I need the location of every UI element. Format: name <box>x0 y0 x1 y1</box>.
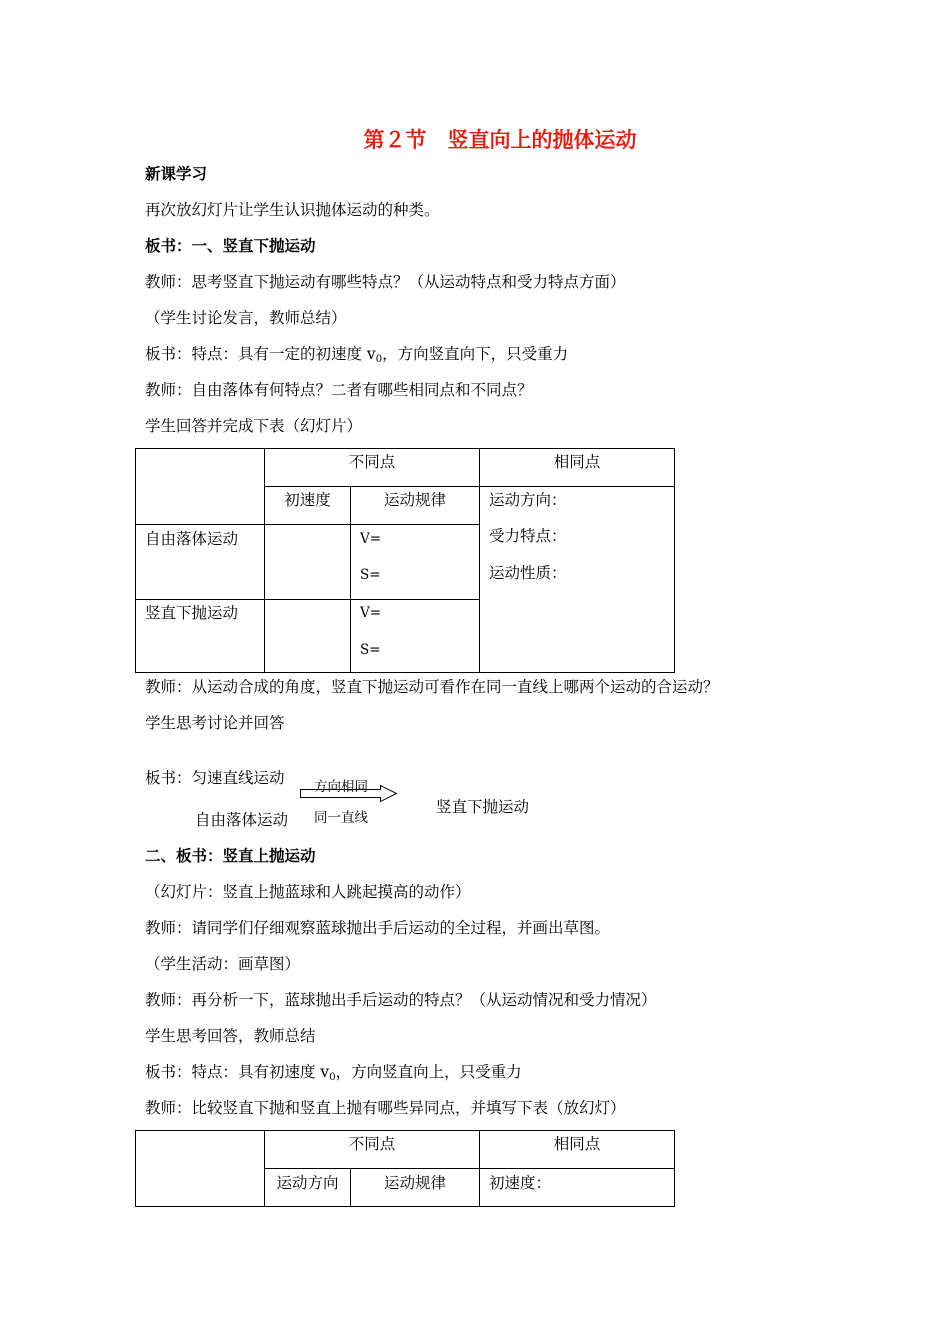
subscript: 0 <box>375 354 383 365</box>
table1-row-label: 自由落体运动 <box>145 530 239 548</box>
paragraph: 学生回答并完成下表（幻灯片） <box>145 417 363 435</box>
table1-row2-s: S= <box>360 642 381 658</box>
paragraph: 教师：思考竖直下抛运动有哪些特点？（从运动特点和受力特点方面） <box>145 273 626 291</box>
table1-row1-v: V= <box>360 531 382 547</box>
paragraph: 教师：从运动合成的角度，竖直下抛运动可看作在同一直线上哪两个运动的合运动？ <box>145 678 719 696</box>
text-segment: ，方向竖直向上，只受重力 <box>335 1063 522 1081</box>
text-segment: 板书：特点：具有初速度 v <box>145 1063 330 1081</box>
table1-header-diff: 不同点 <box>348 453 396 471</box>
table1-row2-v: V= <box>360 605 382 621</box>
paragraph: 教师：比较竖直下抛和竖直上抛有哪些异同点，并填写下表（放幻灯） <box>145 1099 626 1117</box>
table1-same-item: 受力特点： <box>489 527 567 545</box>
table2-same-item: 初速度： <box>489 1174 552 1192</box>
arrow-label-bottom: 同一直线 <box>314 810 368 826</box>
page-title: 第２节 竖直向上的抛体运动 <box>363 128 637 152</box>
table2-header-direction: 运动方向 <box>276 1174 339 1192</box>
table1-header-same: 相同点 <box>553 453 601 471</box>
paragraph: （幻灯片：竖直上抛蓝球和人跳起摸高的动作） <box>145 883 471 901</box>
table1-header-law: 运动规律 <box>383 491 446 509</box>
subscript: 0 <box>329 1072 336 1083</box>
section-heading-downward-throw: 板书：一、竖直下抛运动 <box>145 237 316 255</box>
text-segment: ，方向竖直向下，只受重力 <box>382 345 569 363</box>
section-heading-new-lesson: 新课学习 <box>145 165 208 183</box>
table2-header-law: 运动规律 <box>383 1174 446 1192</box>
paragraph: （学生讨论发言，教师总结） <box>145 309 347 327</box>
table1-same-item: 运动方向： <box>489 491 567 509</box>
paragraph: 教师：自由落体有何特点？二者有哪些相同点和不同点？ <box>145 381 533 399</box>
paragraph: 教师：再分析一下，蓝球抛出手后运动的特点？（从运动情况和受力情况） <box>145 991 657 1009</box>
table2-header-diff: 不同点 <box>348 1135 396 1153</box>
section-heading-upward-throw: 二、板书：竖直上抛运动 <box>145 847 316 865</box>
diagram-top-motion: 匀速直线运动 <box>191 769 285 787</box>
text-segment: 板书：特点：具有一定的初速度 v <box>145 345 376 363</box>
table1-header-v0: 初速度 <box>284 491 331 509</box>
diagram-bottom-motion: 自由落体运动 <box>195 811 289 829</box>
paragraph: 学生思考讨论并回答 <box>145 714 285 732</box>
paragraph: （学生活动：画草图） <box>145 955 301 973</box>
diagram-result: 竖直下抛运动 <box>436 798 530 816</box>
diagram-prefix: 板书： <box>145 769 192 787</box>
arrow-label-top: 方向相同 <box>314 779 368 795</box>
table1-row-label: 竖直下抛运动 <box>145 604 239 622</box>
paragraph: 再次放幻灯片让学生认识抛体运动的种类。 <box>145 201 440 219</box>
diagram-top-line <box>145 768 285 788</box>
table1-row1-s: S= <box>360 567 381 583</box>
paragraph: 学生思考回答，教师总结 <box>145 1027 316 1045</box>
table1-same-item: 运动性质： <box>489 564 567 582</box>
paragraph: 教师：请同学们仔细观察蓝球抛出手后运动的全过程，并画出草图。 <box>145 919 611 937</box>
table2-header-same: 相同点 <box>553 1135 601 1153</box>
paragraph <box>145 1062 522 1088</box>
